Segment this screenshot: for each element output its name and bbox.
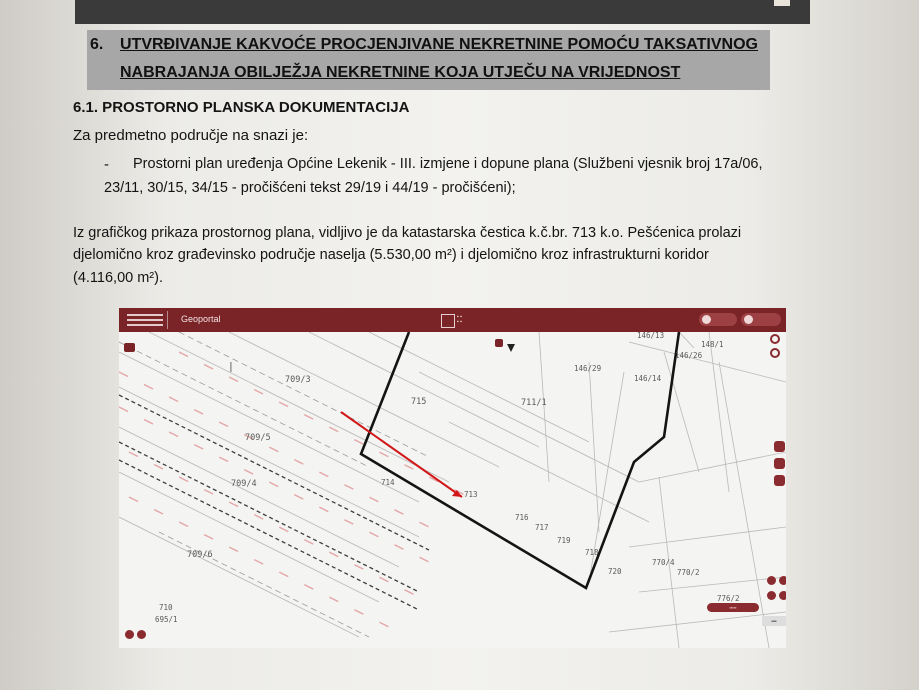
- print-button[interactable]: [774, 475, 785, 486]
- section-number: 6.: [90, 36, 104, 53]
- parcel-label: 709/5: [245, 433, 271, 443]
- bullet-line1: Prostorni plan uređenja Općine Lekenik - III. izmjene i dopune plana (Službeni vjesnik broj 17a/06,: [133, 156, 763, 172]
- parcel-label: 146/14: [634, 374, 662, 383]
- parcel-label: 776/2: [717, 594, 740, 603]
- paragraph-line1: Iz grafičkog prikaza prostornog plana, vidljivo je da katastarska čestica k.č.br. 713 k.o. Pešćenica prolazi: [73, 225, 742, 241]
- menu-icon[interactable]: [124, 343, 135, 352]
- bottom-left-button[interactable]: [125, 630, 134, 639]
- paragraph-line3: (4.116,00 m²).: [73, 270, 163, 286]
- user-icon: [702, 315, 711, 324]
- parcel-label: 146/26: [675, 351, 703, 360]
- location-icon[interactable]: [770, 348, 780, 358]
- parcel-label: 714: [381, 478, 395, 487]
- scale-bar: ▬: [762, 616, 786, 626]
- parcel-label: 146/13: [637, 331, 665, 340]
- geoportal-logo: [123, 311, 168, 329]
- parcel-label: 148/1: [701, 340, 724, 349]
- zoom-in-button[interactable]: [767, 576, 776, 585]
- subsection-title: 6.1. PROSTORNO PLANSKA DOKUMENTACIJA: [73, 99, 410, 116]
- parcel-label: 711/1: [521, 398, 547, 408]
- text-cursor-icon: I: [229, 361, 233, 376]
- parcel-label: 718: [585, 548, 599, 557]
- parcel-label: 713: [464, 490, 478, 499]
- geoportal-map-screenshot: [119, 308, 786, 648]
- parcel-label: 709/3: [285, 375, 311, 385]
- bullet-line2: 23/11, 30/15, 34/15 - pročišćeni tekst 29/19 i 44/19 - pročišćeni);: [104, 180, 516, 196]
- layers-button[interactable]: [774, 441, 785, 452]
- paragraph-line2: djelomično kroz građevinsko područje naselja (5.530,00 m²) i djelomično kroz infrastrukturni koridor: [73, 247, 709, 263]
- parcel-label: 715: [411, 397, 427, 407]
- cadastral-map-canvas: [119, 332, 786, 648]
- bottom-left-button[interactable]: [137, 630, 146, 639]
- section-heading-box: [87, 30, 770, 90]
- parcel-label: 695/1: [155, 615, 178, 624]
- top-dark-bar: [75, 0, 810, 24]
- parcel-label: 717: [535, 523, 549, 532]
- map-search-button[interactable]: [495, 339, 503, 347]
- header-button-2[interactable]: [741, 313, 781, 326]
- compass-icon[interactable]: [770, 334, 780, 344]
- municipality-logo: ▪ ▪ ▪ ▪: [441, 312, 491, 328]
- zoom-out-button[interactable]: [779, 576, 786, 585]
- map-tool-button[interactable]: [779, 591, 786, 600]
- measure-button[interactable]: [774, 458, 785, 469]
- parcel-label: 719: [557, 536, 571, 545]
- map-pin-icon: [507, 344, 515, 352]
- parcel-label: 709/6: [187, 550, 213, 560]
- info-icon: [744, 315, 753, 324]
- parcel-label: 716: [515, 513, 529, 522]
- parcel-label: 770/4: [652, 558, 675, 567]
- geoportal-title: Geoportal: [181, 314, 221, 324]
- parcel-label: 710: [159, 603, 173, 612]
- parcel-label: 720: [608, 567, 622, 576]
- parcel-label: 709/4: [231, 479, 257, 489]
- parcel-label: 770/2: [677, 568, 700, 577]
- paper-corner: [774, 0, 790, 6]
- section-title-line1: UTVRĐIVANJE KAKVOĆE PROCJENJIVANE NEKRETNINE POMOĆU TAKSATIVNOG: [120, 36, 758, 53]
- information-button[interactable]: ▪▪▪▪▪: [707, 603, 759, 612]
- parcel-label: 146/29: [574, 364, 602, 373]
- header-button-1[interactable]: [699, 313, 737, 326]
- intro-text: Za predmetno područje na snazi je:: [73, 127, 309, 144]
- red-pointer-line: [341, 412, 462, 497]
- map-tool-button[interactable]: [767, 591, 776, 600]
- section-title-line2: NABRAJANJA OBILJEŽJA NEKRETNINE KOJA UTJEČU NA VRIJEDNOST: [120, 64, 681, 81]
- bullet-dash: -: [104, 156, 109, 173]
- map-header-bar: [119, 308, 786, 332]
